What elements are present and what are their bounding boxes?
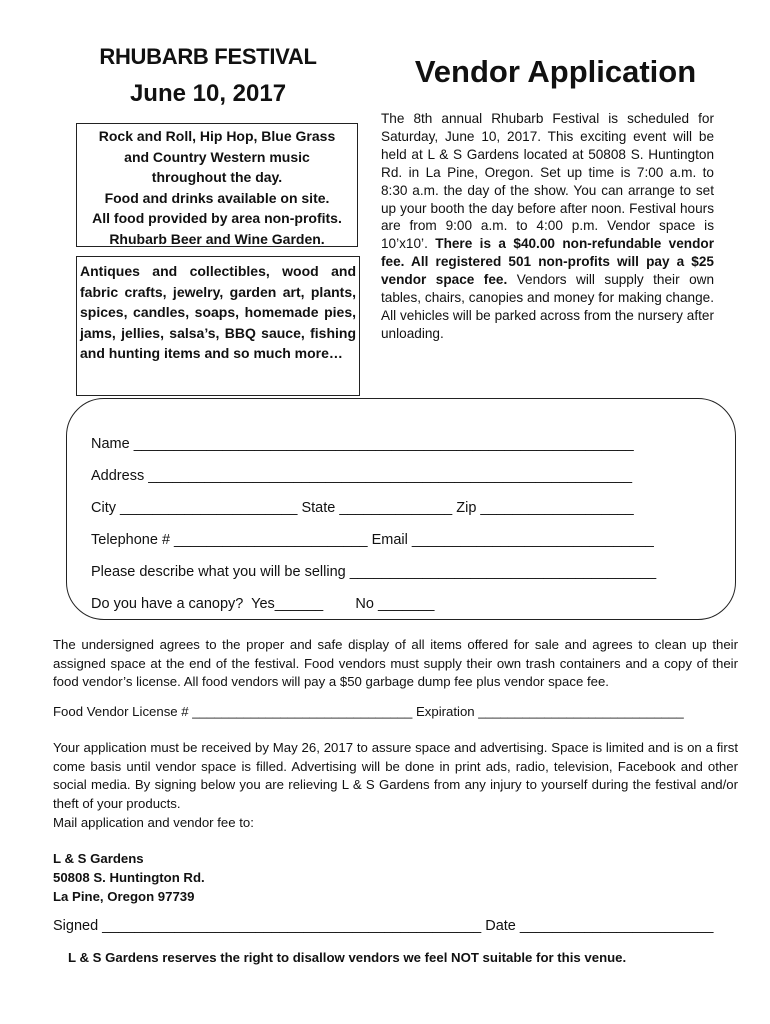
highlight-line: Rhubarb Beer and Wine Garden. [109, 230, 325, 247]
products-text: Antiques and collectibles, wood and fabric crafts, jewelry, garden art, plants, spices, candles, soaps, homemade pies, jams, jellies, salsa’s, BBQ sauce, fishing and hunting items and so much more… [80, 263, 356, 361]
highlight-line: Food and drinks available on site. [104, 189, 330, 206]
disclaimer: L & S Gardens reserves the right to disallow vendors we feel NOT suitable for this venue. [68, 950, 627, 965]
selling-description-field[interactable]: Please describe what you will be selling ______________________________________ [91, 564, 657, 580]
address-field[interactable]: Address ____________________________________________________________ [91, 468, 633, 484]
festival-date: June 10, 2017 [129, 80, 287, 107]
festival-title: RHUBARB FESTIVAL [99, 44, 317, 69]
highlights-box [76, 123, 358, 247]
mail-instruction: Mail application and vendor fee to: [53, 815, 254, 830]
food-license-field[interactable]: Food Vendor License # ______________________________ Expiration ____________________________ [53, 704, 684, 719]
signature-date-field[interactable]: Signed _______________________________________________ Date ________________________ [53, 918, 714, 934]
highlight-line: All food provided by area non-profits. [92, 210, 342, 226]
intro-paragraph [381, 110, 714, 343]
telephone-email-field[interactable]: Telephone # ________________________ Email ______________________________ [91, 532, 654, 548]
city-state-zip-field[interactable]: City ______________________ State ______________ Zip ___________________ [91, 500, 634, 516]
mailing-address-name: L & S Gardens [53, 851, 144, 866]
mailing-address-city: La Pine, Oregon 97739 [53, 889, 195, 904]
intro-text-continued: Vendors will supply their own tables, chairs, canopies and money for making change. All vehicles will be parked across from the nursery after unloading. [381, 272, 715, 341]
highlight-line: Rock and Roll, Hip Hop, Blue Grass [98, 128, 336, 144]
intro-text: The 8th annual Rhubarb Festival is scheduled for Saturday, June 10, 2017. This exciting event will be held at L & S Gardens located at 50808 S. Huntington Rd. in La Pine, Oregon. Set up time is 7:00 a.m. to 8:30 a.m. the day of the show. You can arrange to set up your booth the day before after noon. Festival hours are from 9:00 a.m. to 4:00 p.m. Vendor space is 10’x10’. [381, 111, 714, 252]
deadline-paragraph: Your application must be received by May 26, 2017 to assure space and advertising. Space is limited and is on a first come basis until vendor space is filled. Advertising will be done in print ads, radio, television, Facebook and other social media. By signing below you are relieving L & S Gardens from any injury to yourself during the festival and/or theft of your products. [53, 740, 738, 812]
highlight-line: and Country Western music [124, 148, 310, 165]
vendor-fee-text: There is a $40.00 non-refundable vendor fee. All registered 501 non-profits will pay a $25 vendor space fee. [381, 236, 715, 288]
products-box [76, 256, 360, 396]
canopy-field[interactable]: Do you have a canopy? Yes______ No _______ [91, 596, 435, 612]
name-field[interactable]: Name ______________________________________________________________ [91, 436, 634, 452]
document-title: Vendor Application [414, 54, 697, 89]
mailing-address-street: 50808 S. Huntington Rd. [53, 870, 205, 885]
highlight-line: throughout the day. [151, 169, 283, 185]
agreement-paragraph: The undersigned agrees to the proper and safe display of all items offered for sale and agrees to clean up their assigned space at the end of the festival. Food vendors must supply their own trash containers and a copy of their food vendor’s license. All food vendors will pay a $50 garbage dump fee plus vendor space fee. [53, 637, 738, 690]
